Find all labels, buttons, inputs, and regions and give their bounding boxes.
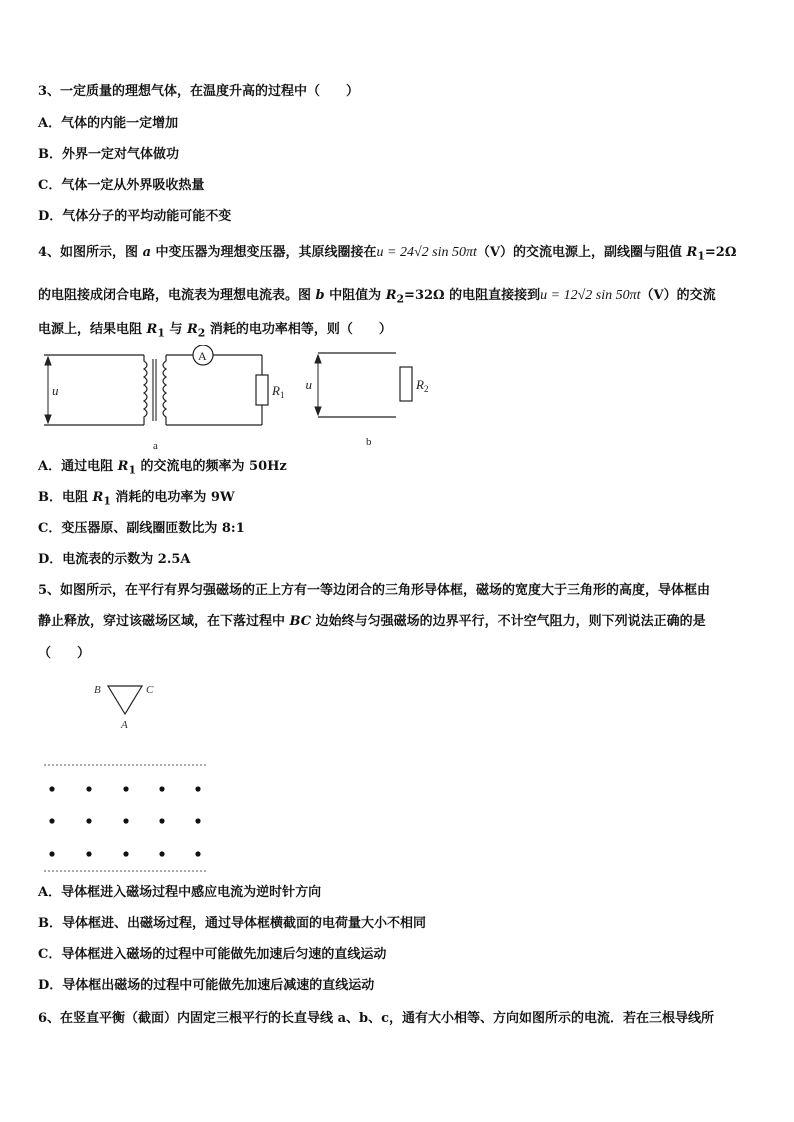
q3-option-b: B．外界一定对气体做功 [38, 147, 179, 162]
transformer-core [153, 359, 156, 421]
q3-stem: 3、一定质量的理想气体，在温度升高的过程中（ ） [38, 84, 360, 99]
q3-option-d: D．气体分子的平均动能可能不变 [38, 209, 232, 224]
caption-a: a [153, 440, 158, 452]
q4-option-d: D．电流表的示数为 2.5A [38, 552, 191, 567]
q4-formula-primary: u = 24√2 sin 50πt [376, 245, 477, 260]
vertex-a-label: A [121, 719, 128, 731]
q4-figure-b-extra [360, 345, 440, 455]
q6-stem-line1: 6、在竖直平衡（截面）内固定三根平行的长直导线 a、b、c，通有大小相等、方向如图所示的电流．若在三根导线所 [38, 1011, 715, 1026]
q4-circuit-figure [36, 345, 396, 455]
u-label-left: u [52, 383, 59, 398]
resistor-r2 [400, 367, 412, 401]
q3-option-c: C．气体一定从外界吸收热量 [38, 178, 205, 193]
resistor-r1 [256, 375, 268, 405]
q5-field-figure [38, 676, 238, 866]
q5-option-c: C．导体框进入磁场的过程中可能做先加速后匀速的直线运动 [38, 947, 387, 962]
figure-a-primary [44, 355, 147, 425]
q5-stem-line2: 静止释放，穿过该磁场区域，在下落过程中 BC 边始终与匀强磁场的边界平行，不计空气阻力，则下列说法正确的是 [38, 614, 706, 629]
q4-stem-line2: 的电阻接成闭合电路，电流表为理想电流表。图 b 中阻值为 $R_2=32\Omega$ 的电阻直接接到u = 12√2 sin 50πt（V）的交流 [38, 288, 716, 306]
triangle-frame [108, 686, 142, 714]
vertex-c-label: C [146, 684, 154, 696]
q5-stem-line1: 5、如图所示，在平行有界匀强磁场的正上方有一等边闭合的三角形导体框，磁场的宽度大于三角形的高度，导体框由 [38, 583, 711, 598]
u-label-right: u [305, 377, 312, 392]
q4-formula-secondary: u = 12√2 sin 50πt [540, 288, 641, 303]
q5-option-a: A．导体框进入磁场过程中感应电流为逆时针方向 [38, 885, 322, 900]
ammeter-label: A [198, 349, 207, 363]
field-dots [49, 786, 200, 856]
caption-b: b [366, 436, 372, 448]
q4-option-b: B．电阻 $R_1$ 消耗的电功率为 9W [38, 490, 235, 508]
q4-option-a: A．通过电阻 $R_1$ 的交流电的频率为 50Hz [38, 459, 287, 477]
field-boundary-bottom [38, 869, 238, 873]
u-arrow-left [45, 357, 51, 423]
q5-option-d: D．导体框出磁场的过程中可能做先加速后减速的直线运动 [38, 978, 375, 993]
vertex-b-label: B [94, 684, 101, 696]
u-arrow-right [315, 355, 321, 415]
q4-stem-line1: 4、如图所示，图 a 中变压器为理想变压器，其原线圈接在u = 24√2 sin 50πt（V）的交流电源上，副线圈与阻值 $R_1=2\Omega$ [38, 245, 737, 263]
r1-label: $R_1$ [272, 383, 285, 400]
q5-stem-line3: （ ） [38, 646, 91, 661]
q3-option-a: A．气体的内能一定增加 [38, 116, 179, 131]
q4-option-c: C．变压器原、副线圈匝数比为 8:1 [38, 521, 245, 536]
q5-option-b: B．导体框进、出磁场过程，通过导体框横截面的电荷量大小不相同 [38, 916, 426, 931]
q4-stem-line3: 电源上，结果电阻 $R_1$ 与 $R_2$ 消耗的电功率相等，则（ ） [38, 322, 392, 340]
figure-a-secondary [163, 355, 262, 425]
r2-label: $R_2$ [416, 377, 429, 394]
